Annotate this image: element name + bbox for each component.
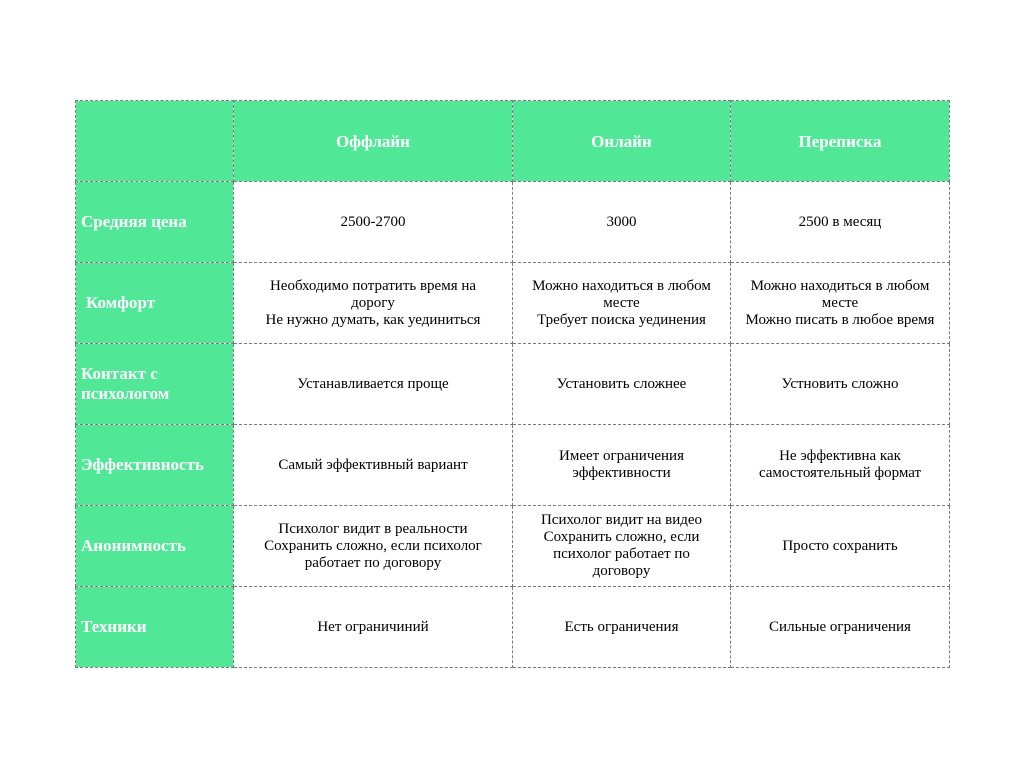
cell-line: дорогу xyxy=(351,294,395,311)
row-label-comfort: Комфорт xyxy=(76,263,234,344)
cell-line: Самый эффективный вариант xyxy=(278,456,468,473)
cell-line: Не эффективна как xyxy=(779,448,901,464)
table-cell xyxy=(731,263,950,344)
column-header-offline: Оффлайн xyxy=(234,101,513,182)
table-cell xyxy=(513,263,731,344)
row-label-anonymity: Анонимность xyxy=(76,506,234,587)
table-cell xyxy=(731,587,950,668)
row-label-contact xyxy=(76,344,234,425)
cell-line: 3000 xyxy=(606,213,637,230)
row-label-line: Контакт с xyxy=(81,364,158,383)
table-cell xyxy=(234,182,513,263)
header-row xyxy=(76,101,950,182)
row-label-techniques: Техники xyxy=(76,587,234,668)
cell-line: Сохранить сложно, если психолог xyxy=(264,537,482,554)
cell-line: Необходимо потратить время на xyxy=(269,277,477,294)
table-cell xyxy=(731,344,950,425)
cell-line: самостоятельный формат xyxy=(758,465,922,481)
table-cell xyxy=(234,263,513,344)
cell-line: Можно находиться в любом xyxy=(532,277,711,294)
header-corner-cell xyxy=(76,101,234,182)
row-label-effectiveness: Эффективность xyxy=(76,425,234,506)
table-row-price xyxy=(76,182,950,263)
cell-line: Установить сложнее xyxy=(556,375,687,392)
table-cell xyxy=(513,344,731,425)
table-cell xyxy=(234,344,513,425)
cell-line: Устновить сложно xyxy=(781,375,899,392)
table-cell xyxy=(731,182,950,263)
cell-line: Можно находиться в любом xyxy=(750,277,930,294)
column-header-online: Онлайн xyxy=(513,101,731,182)
table-cell xyxy=(513,506,731,587)
table-cell xyxy=(513,587,731,668)
table-cell xyxy=(513,425,731,506)
table-row-effectiveness xyxy=(76,425,950,506)
cell-line: эффективности xyxy=(572,465,671,481)
table-row-techniques xyxy=(76,587,950,668)
table-cell xyxy=(234,425,513,506)
cell-line: Имеет ограничения xyxy=(559,448,684,464)
table-cell xyxy=(731,506,950,587)
cell-line: Сильные ограничения xyxy=(769,618,911,635)
cell-line: Устанавливается проще xyxy=(297,375,449,392)
cell-line: Нет ограничиний xyxy=(317,618,429,635)
table-cell xyxy=(513,182,731,263)
cell-line: Есть ограничения xyxy=(564,618,679,635)
cell-line: договору xyxy=(592,563,651,579)
cell-line: Не нужно думать, как уединиться xyxy=(265,311,481,328)
cell-line: Психолог видит в реальности xyxy=(278,520,468,537)
table-cell xyxy=(234,587,513,668)
cell-line: Просто сохранить xyxy=(782,537,898,554)
cell-line: Требует поиска уединения xyxy=(537,311,706,328)
cell-line: работает по договору xyxy=(304,554,442,571)
cell-line: Сохранить сложно, если xyxy=(543,529,700,545)
cell-line: 2500 в месяц xyxy=(798,213,882,230)
comparison-table xyxy=(75,100,950,668)
table-row-contact xyxy=(76,344,950,425)
cell-line: Психолог видит на видео xyxy=(540,512,703,528)
cell-line: месте xyxy=(821,294,859,311)
table-row-anonymity xyxy=(76,506,950,587)
cell-line: психолог работает по xyxy=(553,546,690,562)
table-cell xyxy=(234,506,513,587)
column-header-messaging: Переписка xyxy=(731,101,950,182)
table-row-comfort xyxy=(76,263,950,344)
row-label-price: Средняя цена xyxy=(76,182,234,263)
cell-line: месте xyxy=(603,294,640,311)
cell-line: Можно писать в любое время xyxy=(745,311,935,328)
table-cell xyxy=(731,425,950,506)
cell-line: 2500-2700 xyxy=(340,213,406,230)
row-label-line: психологом xyxy=(81,384,170,403)
